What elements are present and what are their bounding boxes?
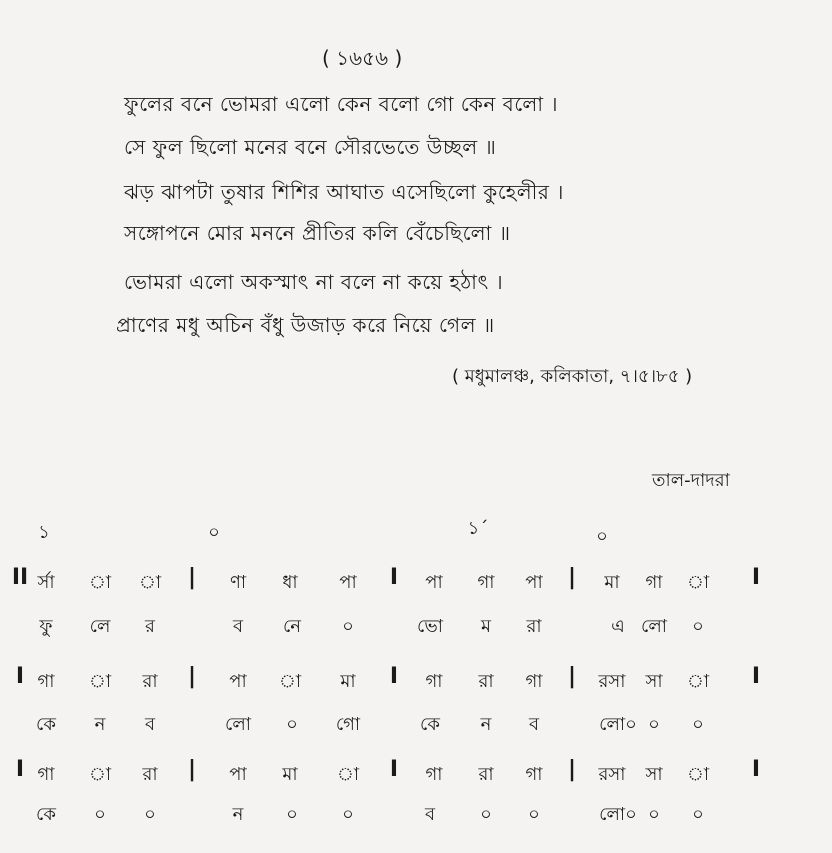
- swar-note: া: [88, 671, 112, 692]
- bar-line: |: [187, 565, 197, 590]
- swar-note: া: [278, 671, 302, 692]
- bar-line: I: [15, 664, 25, 689]
- lyric-syllable: ০: [692, 714, 704, 735]
- swar-note: গা: [425, 671, 443, 692]
- lyric-syllable: লো০: [599, 804, 637, 825]
- lyric-syllable: ০: [692, 804, 704, 825]
- lyric-syllable: ন: [94, 714, 106, 735]
- swar-note: মা: [604, 572, 620, 593]
- swar-note: ধা: [282, 572, 298, 593]
- lyric-syllable: রা: [526, 616, 542, 637]
- verse-line: প্রাণের মধু অচিন বঁধু উজাড় করে নিয়ে গেল ॥: [116, 313, 495, 337]
- swar-note: রসা: [598, 671, 626, 692]
- swar-note: পা: [229, 671, 247, 692]
- bar-line: II: [11, 565, 29, 590]
- verse-line: ভোমরা এলো অকস্মাৎ না বলে না কয়ে হঠাৎ ।: [124, 270, 504, 294]
- beat-mark: ১´: [467, 518, 489, 539]
- bar-line: |: [567, 565, 577, 590]
- lyric-syllable: ০: [342, 616, 354, 637]
- swar-note: রসা: [598, 764, 626, 785]
- lyric-syllable: কে: [420, 714, 440, 735]
- lyric-syllable: ০: [528, 804, 540, 825]
- lyric-syllable: ০: [480, 804, 492, 825]
- swar-note: রা: [478, 671, 494, 692]
- verse-line: ঝড় ঝাপটা তুষার শিশির আঘাত এসেছিলো কুহেলীর ।: [124, 180, 564, 204]
- bar-line: I: [389, 757, 399, 782]
- swar-note: া: [686, 671, 710, 692]
- swar-note: র্সা: [37, 572, 55, 593]
- swar-note: রা: [142, 671, 158, 692]
- swar-note: া: [138, 572, 162, 593]
- source-credit: ( মধুমালঞ্চ, কলিকাতা, ৭।৫।৮৫ ): [452, 366, 693, 387]
- lyric-syllable: ০: [342, 804, 354, 825]
- swar-note: া: [88, 572, 112, 593]
- swar-note: পা: [525, 572, 543, 593]
- lyric-syllable: কে: [36, 804, 56, 825]
- lyric-syllable: ব: [528, 714, 540, 735]
- lyric-syllable: নে: [282, 616, 302, 637]
- swar-note: পা: [425, 572, 443, 593]
- lyric-syllable: ব: [144, 714, 156, 735]
- swar-note: গা: [525, 671, 543, 692]
- verse-line: সে ফুল ছিলো মনের বনে সৌরভেতে উচ্ছল ॥: [124, 135, 497, 159]
- bar-line: I: [389, 565, 399, 590]
- lyric-syllable: গো: [335, 714, 361, 735]
- swar-note: গা: [645, 572, 663, 593]
- swar-note: রা: [142, 764, 158, 785]
- swar-note: রা: [478, 764, 494, 785]
- swar-note: গা: [525, 764, 543, 785]
- lyric-syllable: কে: [36, 714, 56, 735]
- bar-line: |: [187, 757, 197, 782]
- lyric-syllable: লে: [89, 616, 111, 637]
- bar-line: |: [567, 757, 577, 782]
- beat-mark: ১: [38, 522, 50, 543]
- tal-label: তাল-দাদরা: [652, 470, 730, 491]
- lyric-syllable: র: [145, 616, 155, 637]
- verse-line: সঙ্গোপনে মোর মননে প্রীতির কলি বেঁচেছিলো ॥: [124, 221, 511, 245]
- lyric-syllable: ভো: [417, 616, 443, 637]
- swar-note: গা: [37, 764, 55, 785]
- lyric-syllable: ব: [232, 616, 244, 637]
- swar-note: মা: [282, 764, 298, 785]
- bar-line: |: [567, 664, 577, 689]
- swar-note: গা: [477, 572, 495, 593]
- lyric-syllable: ম: [481, 616, 491, 637]
- beat-mark: ০: [596, 526, 608, 547]
- lyric-syllable: ০: [286, 714, 298, 735]
- swar-note: গা: [425, 764, 443, 785]
- swar-note: ণা: [229, 572, 247, 593]
- lyric-syllable: ফু: [39, 616, 53, 637]
- lyric-syllable: ০: [286, 804, 298, 825]
- bar-line: I: [751, 757, 761, 782]
- beat-mark: ০: [208, 522, 220, 543]
- bar-line: I: [751, 664, 761, 689]
- swar-note: পা: [229, 764, 247, 785]
- lyric-syllable: লো০: [599, 714, 637, 735]
- lyric-syllable: লো: [641, 616, 667, 637]
- lyric-syllable: ০: [648, 804, 660, 825]
- swar-note: া: [686, 572, 710, 593]
- lyric-syllable: এ: [611, 616, 625, 637]
- swar-note: া: [336, 764, 360, 785]
- bar-line: I: [15, 757, 25, 782]
- lyric-syllable: ০: [692, 616, 704, 637]
- swar-note: পা: [339, 572, 357, 593]
- swar-note: গা: [37, 671, 55, 692]
- swar-note: সা: [645, 671, 663, 692]
- bar-line: I: [751, 565, 761, 590]
- song-number: ( ১৬৫৬ ): [322, 46, 403, 70]
- lyric-syllable: ব: [424, 804, 436, 825]
- lyric-syllable: ০: [144, 804, 156, 825]
- swar-note: সা: [645, 764, 663, 785]
- verse-line: ফুলের বনে ভোমরা এলো কেন বলো গো কেন বলো ।: [124, 92, 559, 116]
- bar-line: |: [187, 664, 197, 689]
- swar-note: া: [686, 764, 710, 785]
- swar-note: া: [88, 764, 112, 785]
- bar-line: I: [389, 664, 399, 689]
- lyric-syllable: ন: [480, 714, 492, 735]
- lyric-syllable: ন: [232, 804, 244, 825]
- lyric-syllable: লো: [225, 714, 251, 735]
- lyric-syllable: ০: [94, 804, 106, 825]
- swar-note: মা: [340, 671, 356, 692]
- lyric-syllable: ০: [648, 714, 660, 735]
